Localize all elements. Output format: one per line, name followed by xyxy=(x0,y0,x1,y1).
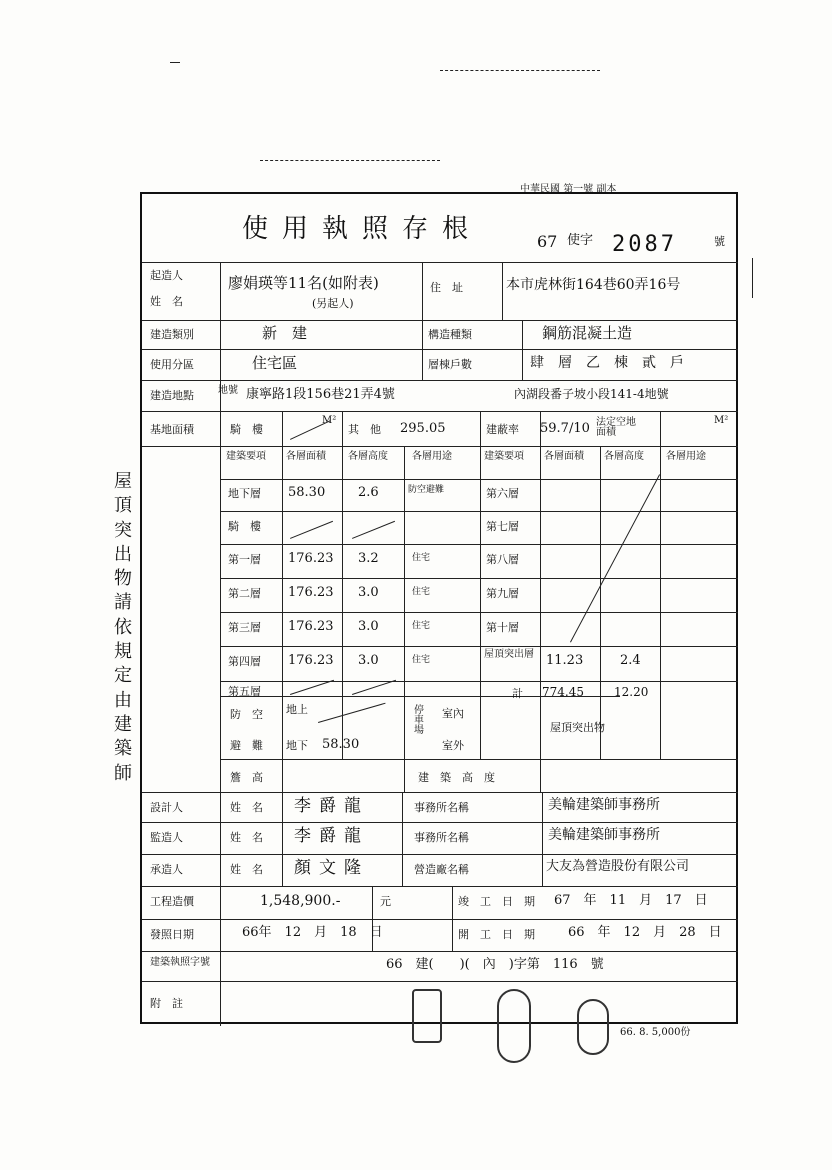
ratio-value: 59.7/10 xyxy=(540,421,590,436)
unit-m2: M² xyxy=(322,415,337,426)
floor-use: 住宅 xyxy=(412,587,431,597)
floor-name-right: 第八層 xyxy=(486,553,519,566)
scan-mark xyxy=(752,258,753,298)
hdr-right-area: 各層面積 xyxy=(544,451,584,462)
floor-name-right: 第七層 xyxy=(486,520,519,533)
floor-area: 176.23 xyxy=(288,551,334,566)
contractor-name: 顏文隆 xyxy=(294,858,369,878)
applicant-address: 本市虎林街164巷60弄16号 xyxy=(506,277,681,293)
structure-label: 構造種類 xyxy=(428,328,472,341)
contractor-role: 承造人 xyxy=(150,863,183,876)
area-label: 基地面積 xyxy=(150,423,194,436)
floor-name-right: 第十層 xyxy=(486,621,519,634)
site-sublabel: 地號 xyxy=(218,385,238,396)
roof-protrusion-label: 屋頂突出物 xyxy=(550,721,605,734)
designer-office-label: 事務所名稱 xyxy=(414,801,469,814)
building-height-label: 建 築 高 度 xyxy=(418,771,495,784)
start-date-label: 開 工 日 期 xyxy=(458,928,535,941)
supervisor-name: 李爵龍 xyxy=(294,826,369,846)
build-type-label: 建造類別 xyxy=(150,328,194,341)
permit-ref: 66 建( )( 內 )字第 116 號 xyxy=(386,957,604,972)
floor-area: 176.23 xyxy=(288,653,334,668)
supervisor-office: 美輪建築師事務所 xyxy=(548,827,660,843)
contractor-name-label: 姓 名 xyxy=(230,863,263,876)
floor-area: 176.23 xyxy=(288,585,334,600)
shelter-under-value: 58.30 xyxy=(322,737,360,752)
floor-height: 3.2 xyxy=(358,551,379,566)
applicant-name-note: (另起人) xyxy=(312,297,354,310)
permit-suffix: 號 xyxy=(714,235,725,248)
parking-in: 室內 xyxy=(442,707,464,720)
units-value: 肆 層 乙 棟 貳 戶 xyxy=(530,355,684,371)
site-label: 建造地點 xyxy=(150,389,194,402)
top-stamp-text: 中華民國 第一號 副本 xyxy=(520,184,617,195)
applicant-label-2: 姓 名 xyxy=(150,295,183,308)
floor-use: 防空避難 xyxy=(408,485,445,495)
floor-name: 第二層 xyxy=(228,587,261,600)
floor-name: 第一層 xyxy=(228,553,261,566)
supervisor-office-label: 事務所名稱 xyxy=(414,831,469,844)
floor-area: 58.30 xyxy=(288,485,326,500)
supervisor-name-label: 姓 名 xyxy=(230,831,263,844)
structure-type: 鋼筋混凝土造 xyxy=(542,324,633,342)
seal-stamp xyxy=(412,989,442,1043)
designer-name-label: 姓 名 xyxy=(230,801,263,814)
zone-label: 使用分區 xyxy=(150,358,194,371)
floor-use: 住宅 xyxy=(412,621,431,631)
hdr-right-height: 各層高度 xyxy=(604,451,644,462)
floor-height: 3.0 xyxy=(358,619,379,634)
designer-office: 美輪建築師事務所 xyxy=(548,797,660,813)
floor-height: 2.6 xyxy=(358,485,379,500)
cost-label: 工程造價 xyxy=(150,895,194,908)
build-type: 新 建 xyxy=(262,324,308,342)
floor-name: 騎 樓 xyxy=(228,520,261,533)
parking-out: 室外 xyxy=(442,739,464,752)
seal-stamp xyxy=(497,989,531,1063)
site-street: 康寧路1段156巷21弄4號 xyxy=(246,387,395,402)
hdr-right-use: 各層用途 xyxy=(666,451,706,462)
print-footer: 66. 8. 5,000份 xyxy=(620,1027,691,1038)
floor-name-right: 屋頂突出層 xyxy=(484,649,534,660)
page-title: 使用執照存根 xyxy=(242,214,483,244)
floor-area: 176.23 xyxy=(288,619,334,634)
hdr-left-height: 各層高度 xyxy=(348,451,388,462)
hdr-left-area: 各層面積 xyxy=(286,451,326,462)
other-label: 其 他 xyxy=(348,423,381,436)
margin-note: 屋頂突出物請依規定由建築師 xyxy=(114,471,132,784)
contractor-office-label: 營造廠名稱 xyxy=(414,863,469,876)
permit-prefix: 使字 xyxy=(567,233,594,248)
applicant-name: 廖娟瑛等11名(如附表) xyxy=(228,274,379,292)
shelter-label-2: 避 難 xyxy=(230,739,263,752)
designer-role: 設計人 xyxy=(150,801,183,814)
permit-number: 2087 xyxy=(612,232,677,257)
total-label: 計 xyxy=(512,687,523,700)
legal-open-label: 法定空地面積 xyxy=(596,417,636,438)
supervisor-role: 監造人 xyxy=(150,831,183,844)
scan-mark xyxy=(440,70,600,71)
issue-date-label: 發照日期 xyxy=(150,928,194,941)
hdr-left-use: 各層用途 xyxy=(412,451,452,462)
designer-name: 李爵龍 xyxy=(294,796,369,816)
scan-mark xyxy=(170,62,180,63)
contractor-office: 大友為營造股份有限公司 xyxy=(546,859,690,874)
floor-use: 住宅 xyxy=(412,655,431,665)
applicant-label: 起造人 xyxy=(150,269,183,282)
eave-label: 簷 高 xyxy=(230,771,263,784)
floor-use: 住宅 xyxy=(412,553,431,563)
arcade-label: 騎 樓 xyxy=(230,423,263,436)
floor-name: 第三層 xyxy=(228,621,261,634)
remarks-label: 附 註 xyxy=(150,997,183,1010)
completion-date: 67 年 11 月 17 日 xyxy=(554,893,708,908)
shelter-label: 防 空 xyxy=(230,708,263,721)
cost-value: 1,548,900.- xyxy=(260,893,341,909)
floor-height: 3.0 xyxy=(358,585,379,600)
units-label: 層棟戶數 xyxy=(428,358,472,371)
floor-name: 第四層 xyxy=(228,655,261,668)
cost-unit: 元 xyxy=(380,895,391,908)
floor-name-right: 第六層 xyxy=(486,487,519,500)
issue-date: 66年 12 月 18 日 xyxy=(242,925,383,940)
floor-name: 第五層 xyxy=(228,685,261,698)
seal-stamp xyxy=(577,999,609,1055)
floor-name-right: 第九層 xyxy=(486,587,519,600)
permit-ref-label: 建築執照字號 xyxy=(150,957,210,968)
total-height: 12.20 xyxy=(614,685,649,699)
site-lot: 內湖段番子坡小段141-4地號 xyxy=(514,387,669,401)
permit-year: 67 xyxy=(537,232,558,251)
hdr-left-item: 建築要項 xyxy=(226,451,266,462)
ratio-label: 建蔽率 xyxy=(486,423,519,436)
floor-height: 3.0 xyxy=(358,653,379,668)
shelter-under: 地下 xyxy=(286,739,308,752)
roof-area: 11.23 xyxy=(546,653,584,668)
total-area: 774.45 xyxy=(542,685,584,699)
address-label: 住 址 xyxy=(430,281,463,294)
scan-mark xyxy=(260,160,440,161)
completion-label: 竣 工 日 期 xyxy=(458,895,535,908)
other-value: 295.05 xyxy=(400,421,446,436)
floor-name: 地下層 xyxy=(228,487,261,500)
parking-label: 停車場 xyxy=(414,705,424,736)
zone-value: 住宅區 xyxy=(252,354,298,372)
start-date: 66 年 12 月 28 日 xyxy=(568,925,722,940)
roof-height: 2.4 xyxy=(620,653,641,668)
hdr-right-item: 建築要項 xyxy=(484,451,524,462)
permit-form xyxy=(140,192,738,1024)
unit-m2-2: M² xyxy=(714,415,729,426)
shelter-ground: 地上 xyxy=(286,703,308,716)
